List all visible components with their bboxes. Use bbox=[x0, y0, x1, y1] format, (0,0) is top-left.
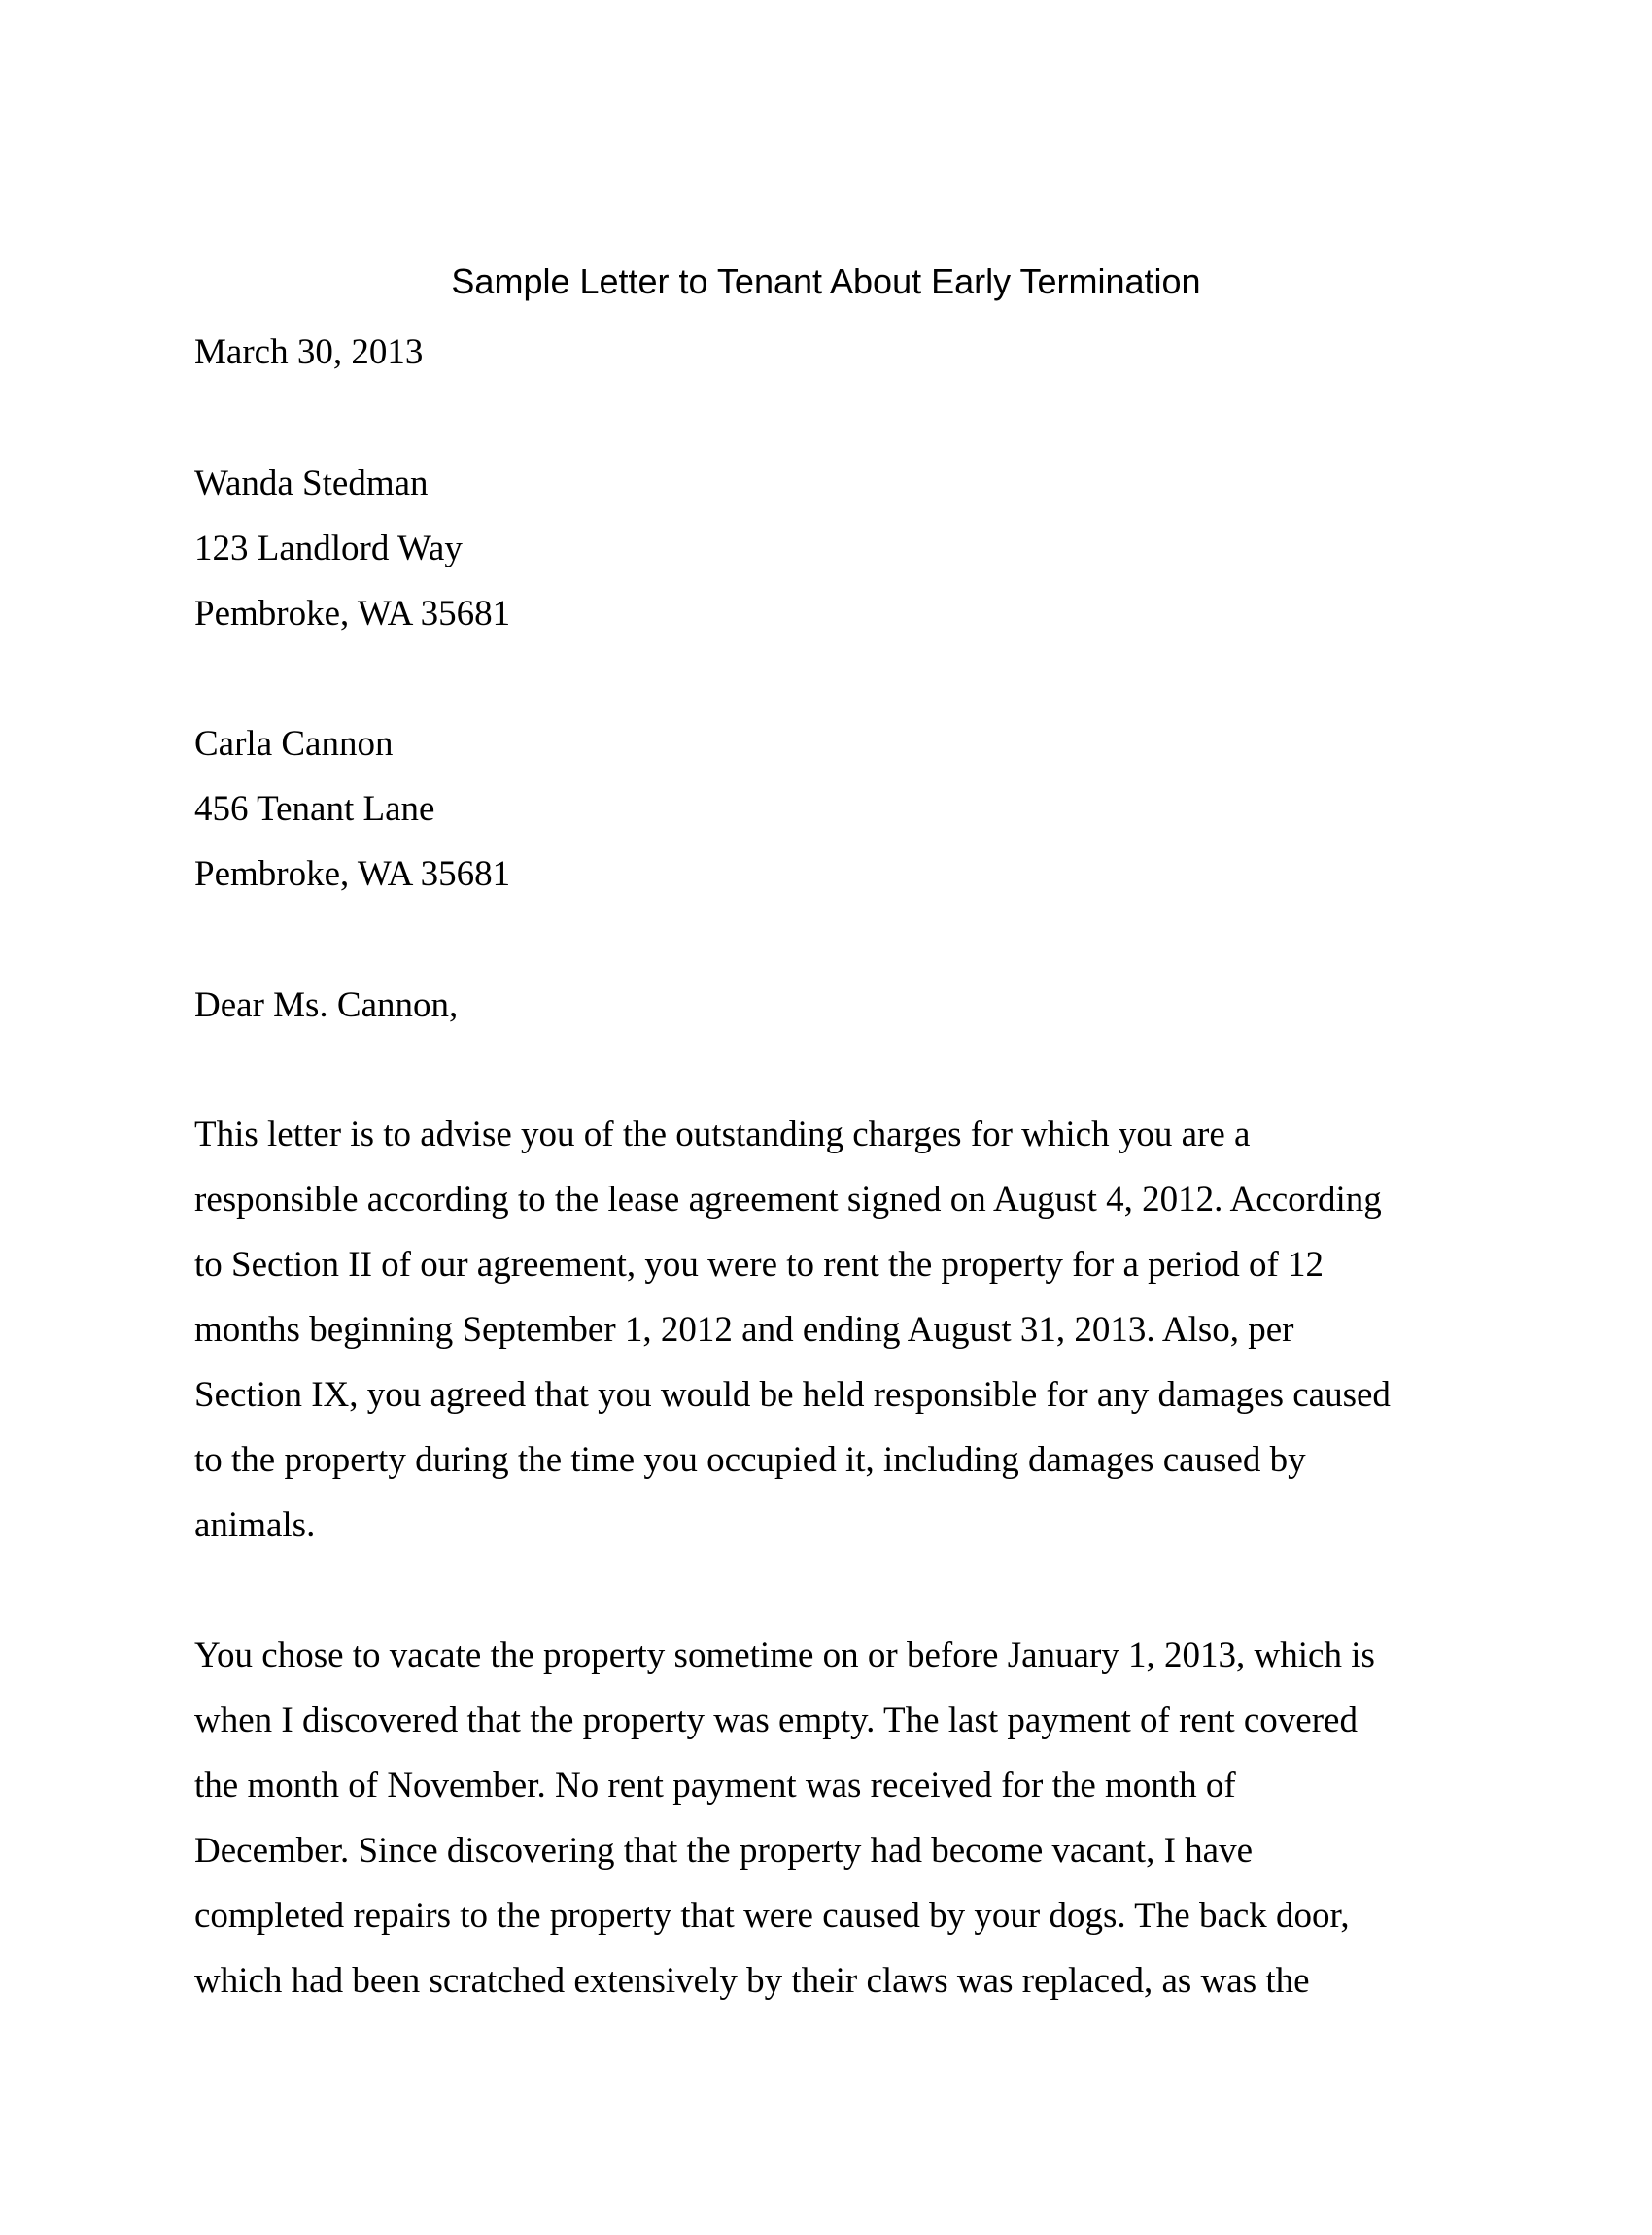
letter-date: March 30, 2013 bbox=[194, 332, 424, 372]
sender-city-state-zip: Pembroke, WA 35681 bbox=[194, 594, 511, 634]
sender-street: 123 Landlord Way bbox=[194, 529, 463, 568]
paragraph-line: the month of November. No rent payment was received for the month of bbox=[194, 1766, 1236, 1805]
paragraph-line: which had been scratched extensively by their claws was replaced, as was the bbox=[194, 1961, 1310, 2001]
paragraph-line: to the property during the time you occupied it, including damages caused by bbox=[194, 1440, 1306, 1480]
paragraph-line: to Section II of our agreement, you were to rent the property for a period of 12 bbox=[194, 1245, 1325, 1285]
paragraph-line: animals. bbox=[194, 1505, 316, 1545]
paragraph-line: Section IX, you agreed that you would be held responsible for any damages caused bbox=[194, 1375, 1391, 1415]
salutation: Dear Ms. Cannon, bbox=[194, 985, 459, 1025]
recipient-name: Carla Cannon bbox=[194, 724, 394, 764]
paragraph-line: You chose to vacate the property sometime on or before January 1, 2013, which is bbox=[194, 1635, 1375, 1675]
paragraph-line: when I discovered that the property was empty. The last payment of rent covered bbox=[194, 1701, 1358, 1740]
paragraph-line: This letter is to advise you of the outstanding charges for which you are a bbox=[194, 1115, 1251, 1154]
recipient-city-state-zip: Pembroke, WA 35681 bbox=[194, 854, 511, 894]
paragraph-line: months beginning September 1, 2012 and ending August 31, 2013. Also, per bbox=[194, 1310, 1294, 1350]
paragraph-line: December. Since discovering that the property had become vacant, I have bbox=[194, 1831, 1254, 1871]
document-title: Sample Letter to Tenant About Early Termination bbox=[451, 261, 1201, 301]
sender-name: Wanda Stedman bbox=[194, 464, 429, 503]
paragraph-line: completed repairs to the property that were caused by your dogs. The back door, bbox=[194, 1896, 1350, 1936]
paragraph-line: responsible according to the lease agreement signed on August 4, 2012. According bbox=[194, 1180, 1382, 1220]
recipient-street: 456 Tenant Lane bbox=[194, 789, 435, 829]
